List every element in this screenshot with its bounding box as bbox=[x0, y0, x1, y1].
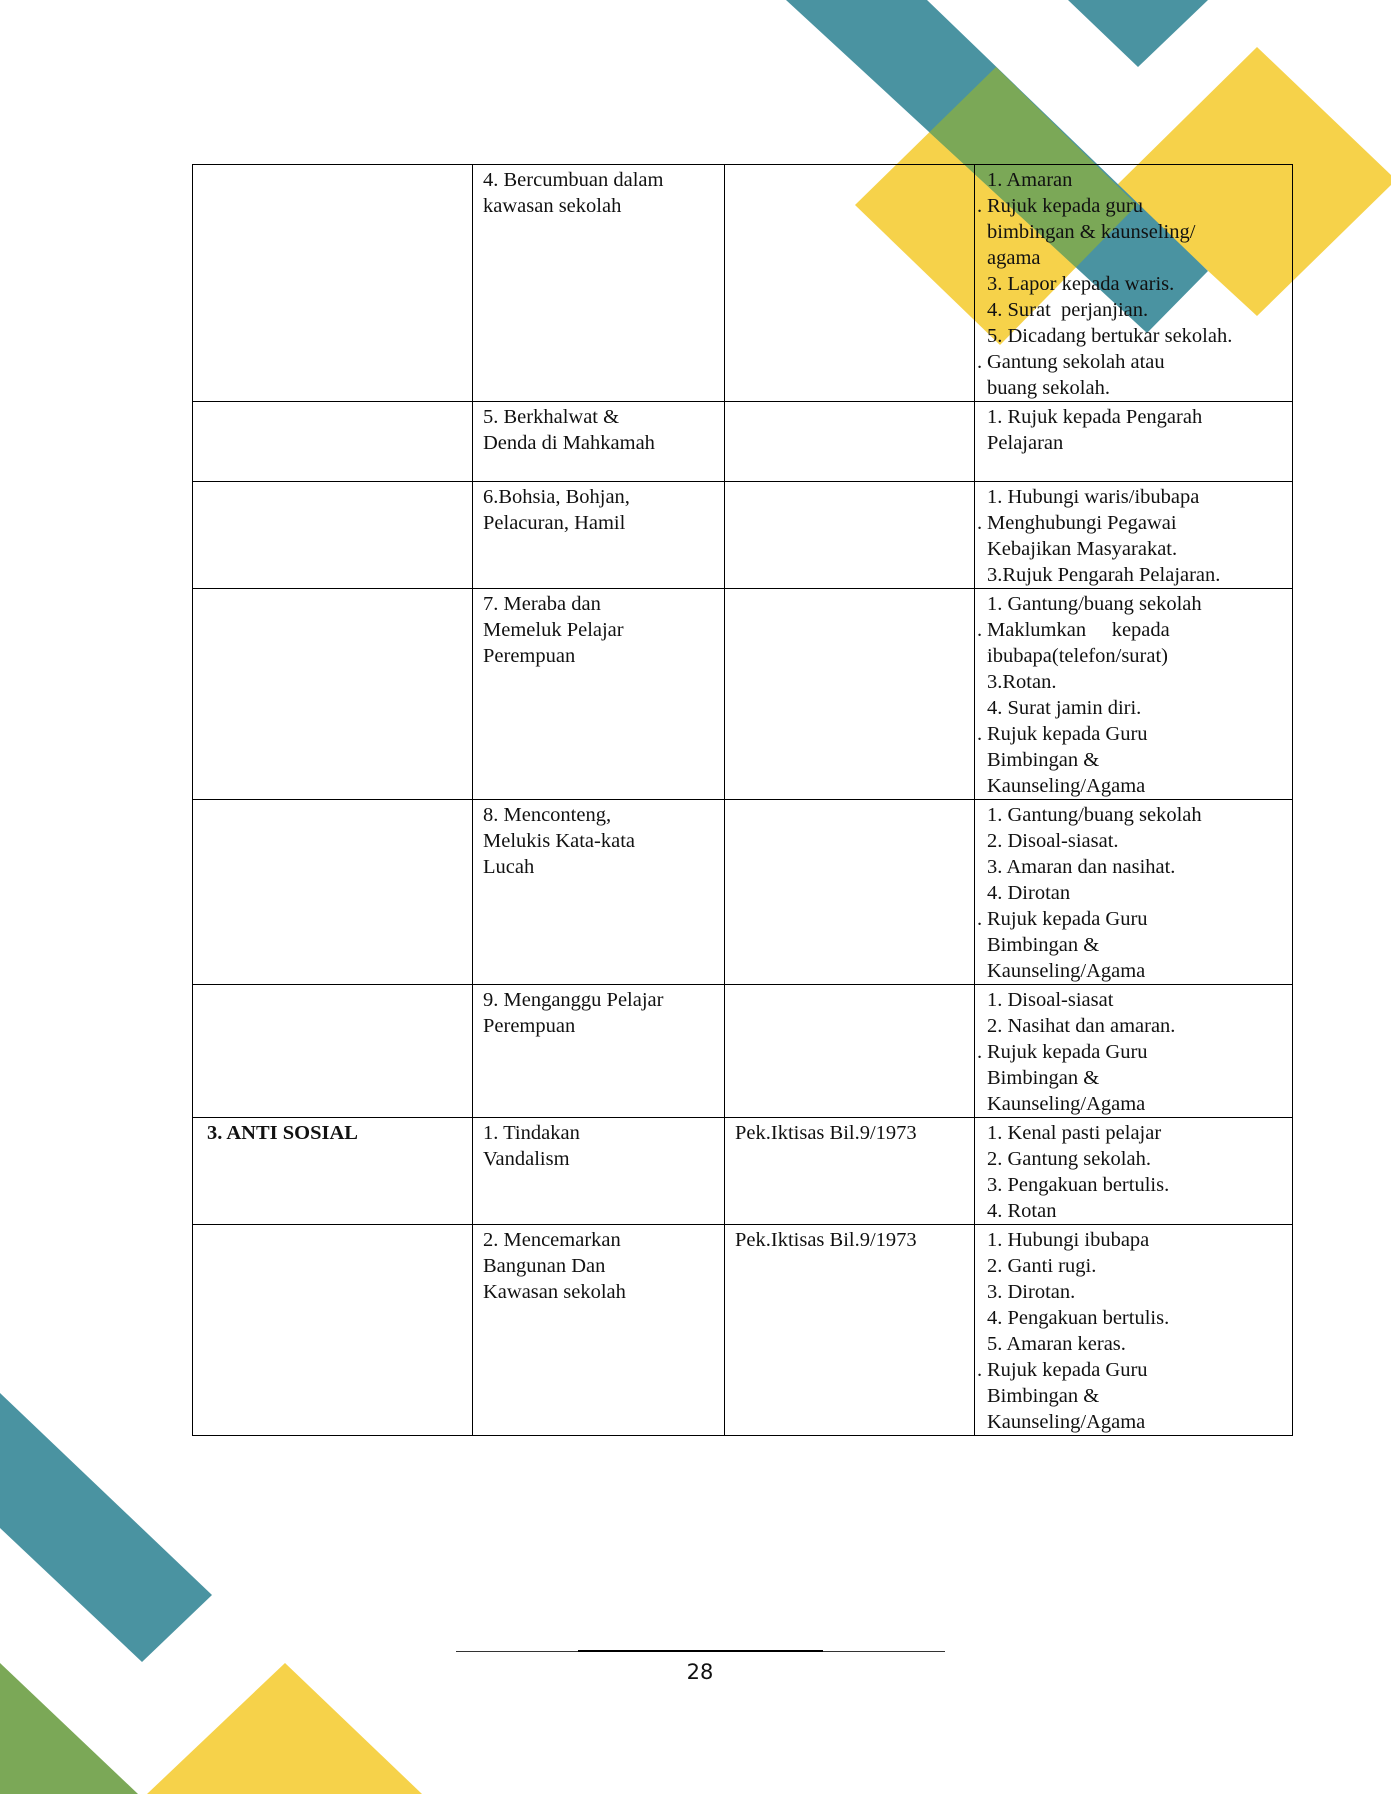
action-line: Kaunseling/Agama bbox=[987, 775, 1146, 797]
actions-cell bbox=[975, 589, 1293, 800]
table-row bbox=[193, 589, 1293, 800]
category-cell: 3. ANTI SOSIAL bbox=[193, 1118, 473, 1225]
table-row bbox=[193, 402, 1293, 482]
actions-cell bbox=[975, 482, 1293, 589]
offence-line: Perempuan bbox=[483, 1015, 576, 1037]
action-line: . Gantung sekolah atau bbox=[987, 349, 1288, 375]
action-line: 2. Nasihat dan amaran. bbox=[987, 1015, 1176, 1037]
action-line: 1. Kenal pasti pelajar bbox=[987, 1122, 1162, 1144]
offence-line: Bangunan Dan bbox=[483, 1255, 606, 1277]
category-cell bbox=[193, 589, 473, 800]
action-line: 1. Hubungi ibubapa bbox=[987, 1229, 1150, 1251]
action-line: bimbingan & kaunseling/ bbox=[987, 221, 1196, 243]
action-line: 5. Dicadang bertukar sekolah. bbox=[987, 325, 1233, 347]
action-line: 3. Amaran dan nasihat. bbox=[987, 856, 1176, 878]
table-row bbox=[193, 165, 1293, 402]
category-cell bbox=[193, 402, 473, 482]
action-line: Kaunseling/Agama bbox=[987, 960, 1146, 982]
action-line: 3.Rotan. bbox=[987, 671, 1057, 693]
actions-cell bbox=[975, 165, 1293, 402]
action-line: 4. Surat perjanjian. bbox=[987, 299, 1149, 321]
category-cell bbox=[193, 482, 473, 589]
offence-line: Perempuan bbox=[483, 645, 576, 667]
action-line: . Maklumkan kepada bbox=[987, 617, 1288, 643]
offence-cell bbox=[473, 1225, 725, 1436]
offence-cell bbox=[473, 589, 725, 800]
action-line: 2. Ganti rugi. bbox=[987, 1255, 1097, 1277]
reference-cell bbox=[725, 800, 975, 985]
action-line: Kebajikan Masyarakat. bbox=[987, 538, 1178, 560]
category-cell bbox=[193, 800, 473, 985]
offence-line: 2. Mencemarkan bbox=[483, 1229, 621, 1251]
offence-line: Denda di Mahkamah bbox=[483, 432, 655, 454]
action-line: Bimbingan & bbox=[987, 934, 1100, 956]
offence-line: Lucah bbox=[483, 856, 535, 878]
offence-cell bbox=[473, 1118, 725, 1225]
actions-cell bbox=[975, 1225, 1293, 1436]
offence-line: Vandalism bbox=[483, 1148, 570, 1170]
action-line: ibubapa(telefon/surat) bbox=[987, 645, 1169, 667]
table-body bbox=[193, 165, 1293, 1436]
action-line: . Rujuk kepada Guru bbox=[987, 1039, 1288, 1065]
offence-cell bbox=[473, 985, 725, 1118]
offence-cell bbox=[473, 800, 725, 985]
action-line: 4. Pengakuan bertulis. bbox=[987, 1307, 1170, 1329]
offence-line: 5. Berkhalwat & bbox=[483, 406, 620, 428]
action-line: . Rujuk kepada guru bbox=[987, 193, 1288, 219]
action-line: . Rujuk kepada Guru bbox=[987, 906, 1288, 932]
reference-cell bbox=[725, 985, 975, 1118]
offence-line: Melukis Kata-kata bbox=[483, 830, 635, 852]
table-row bbox=[193, 800, 1293, 985]
action-line: 5. Amaran keras. bbox=[987, 1333, 1126, 1355]
action-line: Bimbingan & bbox=[987, 749, 1100, 771]
table-row bbox=[193, 1225, 1293, 1436]
action-line: 3. Pengakuan bertulis. bbox=[987, 1174, 1170, 1196]
action-line: Kaunseling/Agama bbox=[987, 1411, 1146, 1433]
offence-cell bbox=[473, 165, 725, 402]
offence-line: 6.Bohsia, Bohjan, bbox=[483, 486, 630, 508]
action-line: buang sekolah. bbox=[987, 377, 1110, 399]
reference-cell bbox=[725, 482, 975, 589]
action-line: 1. Rujuk kepada Pengarah bbox=[987, 406, 1203, 428]
action-line: . Rujuk kepada Guru bbox=[987, 721, 1288, 747]
yellow-triangle-bottom bbox=[147, 1663, 422, 1794]
action-line: 1. Hubungi waris/ibubapa bbox=[987, 486, 1200, 508]
action-line: agama bbox=[987, 247, 1041, 269]
category-cell bbox=[193, 165, 473, 402]
offence-line: 9. Menganggu Pelajar bbox=[483, 989, 664, 1011]
action-line: 4. Rotan bbox=[987, 1200, 1057, 1222]
action-line: 1. Amaran bbox=[987, 169, 1073, 191]
table-row bbox=[193, 482, 1293, 589]
reference-cell bbox=[725, 589, 975, 800]
action-line: 2. Gantung sekolah. bbox=[987, 1148, 1151, 1170]
reference-cell: Pek.Iktisas Bil.9/1973 bbox=[725, 1225, 975, 1436]
green-triangle-bottom-left bbox=[0, 1663, 138, 1794]
actions-cell bbox=[975, 402, 1293, 482]
action-line: . Rujuk kepada Guru bbox=[987, 1357, 1288, 1383]
category-cell bbox=[193, 1225, 473, 1436]
action-line: . Menghubungi Pegawai bbox=[987, 510, 1288, 536]
actions-cell bbox=[975, 800, 1293, 985]
action-line: 1. Disoal-siasat bbox=[987, 989, 1114, 1011]
offence-line: Memeluk Pelajar bbox=[483, 619, 624, 641]
action-line: Pelajaran bbox=[987, 432, 1064, 454]
action-line: Bimbingan & bbox=[987, 1067, 1100, 1089]
reference-cell bbox=[725, 402, 975, 482]
discipline-table bbox=[192, 164, 1293, 1436]
offence-line: 8. Menconteng, bbox=[483, 804, 612, 826]
footer-divider-accent bbox=[578, 1650, 823, 1652]
offence-cell bbox=[473, 482, 725, 589]
teal-stripe-bottom-left bbox=[0, 1393, 212, 1662]
offence-cell bbox=[473, 402, 725, 482]
teal-triangle-top bbox=[1068, 0, 1208, 67]
action-line: 2. Disoal-siasat. bbox=[987, 830, 1119, 852]
offence-line: kawasan sekolah bbox=[483, 195, 622, 217]
action-line: 3. Dirotan. bbox=[987, 1281, 1076, 1303]
actions-cell bbox=[975, 1118, 1293, 1225]
offence-line: Kawasan sekolah bbox=[483, 1281, 626, 1303]
actions-cell bbox=[975, 985, 1293, 1118]
page-number: 28 bbox=[686, 1660, 714, 1684]
offence-line: Pelacuran, Hamil bbox=[483, 512, 626, 534]
category-cell bbox=[193, 985, 473, 1118]
action-line: Bimbingan & bbox=[987, 1385, 1100, 1407]
action-line: 4. Dirotan bbox=[987, 882, 1071, 904]
action-line: 4. Surat jamin diri. bbox=[987, 697, 1142, 719]
action-line: Kaunseling/Agama bbox=[987, 1093, 1146, 1115]
action-line: 1. Gantung/buang sekolah bbox=[987, 593, 1202, 615]
offence-line: 1. Tindakan bbox=[483, 1122, 580, 1144]
reference-cell: Pek.Iktisas Bil.9/1973 bbox=[725, 1118, 975, 1225]
offence-line: 4. Bercumbuan dalam bbox=[483, 169, 664, 191]
offence-line: 7. Meraba dan bbox=[483, 593, 601, 615]
table-row bbox=[193, 985, 1293, 1118]
table-row bbox=[193, 1118, 1293, 1225]
action-line: 1. Gantung/buang sekolah bbox=[987, 804, 1202, 826]
reference-cell bbox=[725, 165, 975, 402]
action-line: 3. Lapor kepada waris. bbox=[987, 273, 1175, 295]
action-line: 3.Rujuk Pengarah Pelajaran. bbox=[987, 564, 1221, 586]
